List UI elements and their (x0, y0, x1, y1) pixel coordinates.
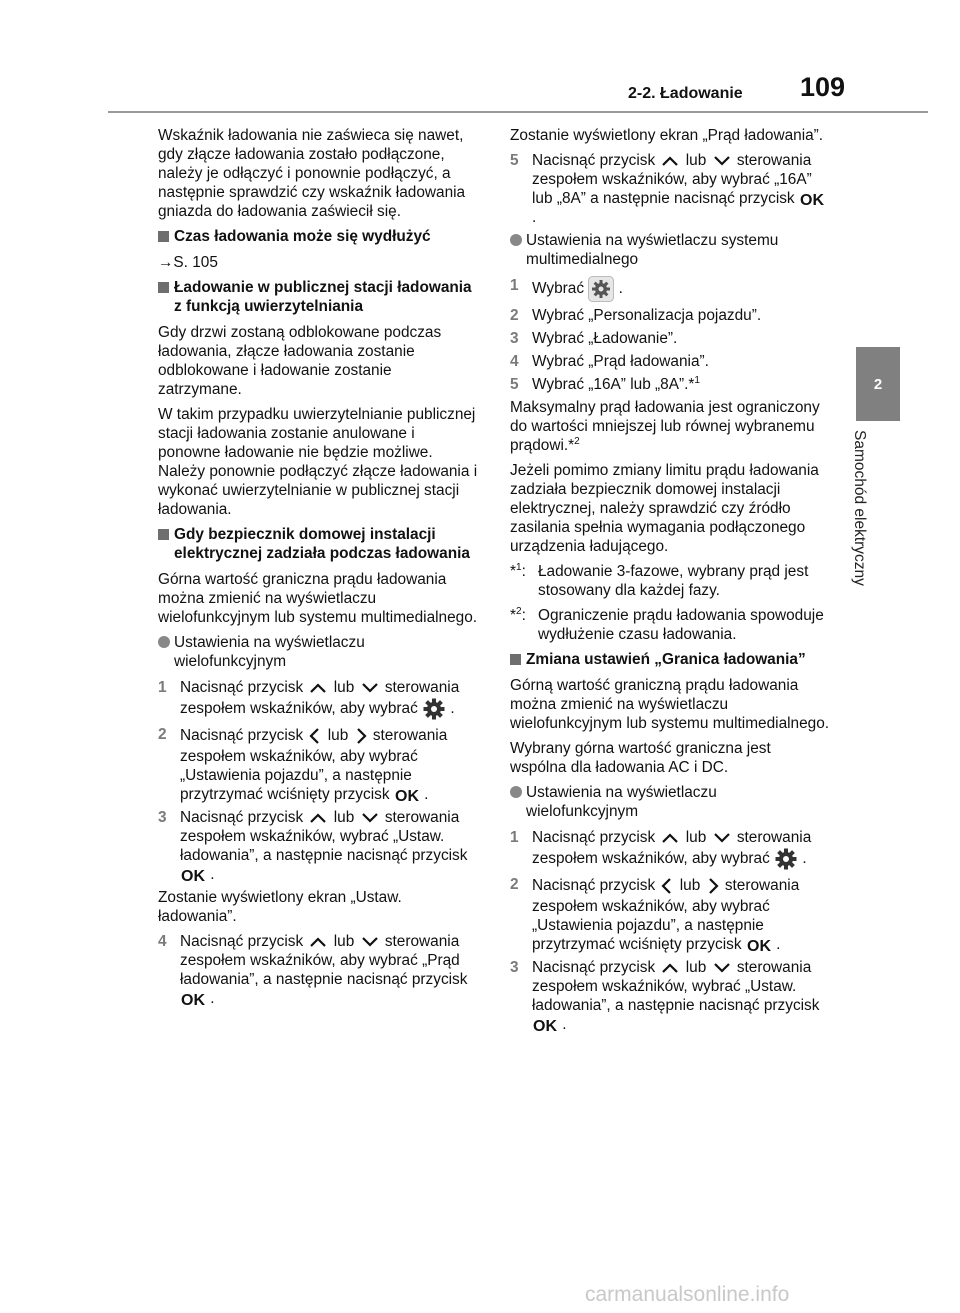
step (510, 875, 830, 954)
chevron-down-icon (359, 935, 381, 949)
step (510, 151, 830, 227)
footnote-text: Ładowanie 3-fazowe, wybrany prąd jest stosowany dla każdej fazy. (538, 563, 809, 599)
step-text (532, 875, 830, 954)
section-heading (158, 278, 478, 316)
chevron-left-icon (307, 725, 323, 747)
paragraph-text: Maksymalny prąd ładowania jest ograniczony do wartości mniejszej lub równej wybranemu prądowi.* (510, 399, 820, 454)
square-bullet-icon (158, 231, 169, 242)
step-text-part: lub (679, 877, 701, 895)
step-text: Wybrać „Prąd ładowania”. (532, 353, 709, 370)
step-number: 5 (510, 152, 519, 169)
gear-icon (422, 697, 446, 721)
footnote (510, 562, 830, 600)
step-number: 5 (510, 376, 519, 393)
step-text-part: Nacisnąć przycisk (180, 809, 304, 826)
chevron-down-icon (711, 961, 733, 975)
step-number: 1 (510, 829, 519, 846)
footnote-marker: *$^2$: (510, 605, 526, 624)
step-text-part: sterowania zespołem wskaźników, wybrać „Ustaw. ładowania”, a następnie nacisnąć przycisk (180, 809, 468, 864)
chevron-up-icon (659, 961, 681, 975)
step-text-part: lub (685, 829, 707, 846)
step-number: 1 (510, 277, 519, 294)
step-text-part: Nacisnąć przycisk (180, 679, 304, 696)
watermark: carmanualsonline.info (585, 1283, 790, 1306)
paragraph (510, 398, 830, 455)
step-text (180, 725, 478, 804)
step (158, 678, 478, 721)
section-heading (158, 525, 478, 563)
paragraph: Górna wartość graniczna prądu ładowania można zmienić na wyświetlaczu wielofunkcyjnym lub systemu multimedialnego. (158, 571, 478, 626)
step-number: 2 (510, 876, 519, 893)
step-text-part: lub (333, 933, 355, 950)
category-item (158, 633, 478, 671)
step-text-part: . (618, 280, 623, 298)
step-text (532, 276, 830, 302)
step-text-part: sterowania zespołem wskaźników, aby wybrać (180, 679, 460, 718)
chevron-right-icon (705, 875, 721, 897)
chevron-up-icon (659, 831, 681, 845)
step-text-part: Wybrać (532, 280, 585, 298)
step-text-part: Nacisnąć przycisk (180, 933, 304, 950)
step (158, 808, 478, 884)
ok-icon (799, 191, 825, 207)
step-text (532, 151, 830, 227)
ok-icon (746, 937, 772, 953)
step-text (180, 808, 478, 884)
step-number: 3 (158, 809, 167, 826)
footnote-ref: 1 (694, 374, 700, 386)
section-heading (510, 650, 830, 669)
step (510, 329, 830, 348)
heading-text: Zmiana ustawień „Granica ładowania” (526, 651, 806, 668)
step (510, 828, 830, 871)
step-number: 2 (510, 307, 519, 324)
step-number: 3 (510, 959, 519, 976)
step-text-part: . (424, 786, 429, 803)
gear-icon (588, 276, 614, 302)
step (510, 375, 830, 394)
ok-icon (532, 1017, 558, 1033)
step-text-part: sterowania zespołem wskaźników, aby wybrać (532, 829, 812, 868)
ok-icon (394, 787, 420, 803)
step-text-part: lub (685, 959, 707, 976)
ok-icon (180, 867, 206, 883)
round-bullet-icon (158, 636, 170, 648)
chevron-down-icon (711, 831, 733, 845)
chapter-label (851, 430, 898, 620)
category-text: Ustawienia na wyświetlaczu wielofunkcyjnym (526, 784, 717, 820)
square-bullet-icon (158, 282, 169, 293)
chevron-up-icon (659, 154, 681, 168)
step-text (180, 932, 478, 1008)
round-bullet-icon (510, 786, 522, 798)
step-text-part: lub (333, 679, 355, 696)
step-text-part: . (210, 990, 215, 1007)
step-text-part: . (802, 850, 807, 868)
paragraph: W takim przypadku uwierzytelnianie publicznej stacji ładowania zostanie anulowane i ponowne ładowanie nie będzie możliwe. Należy ponownie podłączyć złącze ładowania i wykonać uwierzytelnianie w publicznej stacji ładowania. (158, 406, 478, 518)
step-text (532, 828, 830, 871)
step-number: 4 (158, 933, 167, 950)
chevron-up-icon (307, 811, 329, 825)
step-text: Wybrać „Personalizacja pojazdu”. (532, 307, 762, 324)
step (510, 276, 830, 302)
chevron-left-icon (659, 875, 675, 897)
step-text-part: sterowania zespołem wskaźników, aby wybrać „Ustawienia pojazdu”, a następnie przytrzymać wciśnięty przycisk (180, 727, 448, 803)
category-item (510, 231, 830, 269)
category-text: Ustawienia na wyświetlaczu systemu multimedialnego (526, 232, 779, 268)
round-bullet-icon (510, 234, 522, 246)
step-text-part: Nacisnąć przycisk (532, 152, 656, 169)
step-number: 2 (158, 726, 167, 743)
paragraph: Gdy drzwi zostaną odblokowane podczas ładowania, złącze ładowania zostanie odblokowane i ładowanie zostanie zatrzymane. (158, 324, 442, 398)
svg-text:OK: OK (394, 787, 419, 803)
step-text-part: Nacisnąć przycisk (532, 959, 656, 976)
footnote-text: Ograniczenie prądu ładowania spowoduje wydłużenie czasu ładowania. (538, 607, 824, 643)
section-title: 2-2. Ładowanie (628, 85, 743, 102)
paragraph: Zostanie wyświetlony ekran „Ustaw. ładowania”. (158, 889, 402, 925)
chapter-tab (856, 347, 900, 421)
step (510, 306, 830, 325)
category-item (510, 783, 830, 821)
step-text-part: . (532, 209, 537, 226)
step-text-part: Nacisnąć przycisk (532, 829, 656, 846)
step-text-part: Nacisnąć przycisk (532, 877, 656, 895)
chevron-up-icon (307, 681, 329, 695)
step (510, 352, 830, 371)
step-text: Wybrać „Ładowanie”. (532, 330, 678, 347)
step-text-part: lub (685, 152, 707, 169)
svg-text:OK: OK (181, 991, 205, 1007)
step-text-part: . (562, 1016, 567, 1033)
paragraph: Jeżeli pomimo zmiany limitu prądu ładowania zadziała bezpiecznik domowej instalacji elektrycznej, należy sprawdzić czy źródło zasilania spełnia wymagania podłączonego urządzenia ładującego. (510, 462, 819, 555)
page-reference: →S. 105 (158, 254, 218, 271)
step (158, 932, 478, 1008)
step-text-part: sterowania zespołem wskaźników, aby wybrać „Prąd ładowania”, a następnie nacisnąć przycisk (180, 933, 468, 988)
header-rule (108, 111, 928, 113)
step-text-part: sterowania zespołem wskaźników, aby wybrać „Ustawienia pojazdu”, a następnie przytrzymać wciśnięty przycisk (532, 877, 800, 953)
chapter-label-text: Samochód elektryczny (851, 430, 868, 586)
svg-text:OK: OK (799, 191, 824, 207)
step-text-part: Wybrać „16A” lub „8A”.* (532, 376, 695, 393)
step-text (532, 958, 830, 1034)
step-text-part: . (776, 936, 781, 953)
chapter-number: 2 (873, 375, 883, 393)
step-text (180, 678, 478, 721)
page-number: 109 (800, 72, 846, 102)
step-text-part: lub (327, 727, 349, 745)
svg-text:OK: OK (533, 1017, 557, 1033)
chevron-down-icon (359, 811, 381, 825)
right-column (510, 126, 830, 1038)
step (158, 725, 478, 804)
step-text-part: Nacisnąć przycisk (180, 727, 304, 745)
svg-text:OK: OK (746, 937, 771, 953)
step-text-part: sterowania zespołem wskaźników, aby wybrać „16A” lub „8A” a następnie nacisnąć przycisk (532, 152, 812, 207)
paragraph: Wybrany górna wartość graniczna jest wspólna dla ładowania AC i DC. (510, 740, 771, 776)
paragraph: Zostanie wyświetlony ekran „Prąd ładowania”. (510, 127, 824, 144)
ok-icon (180, 991, 206, 1007)
chevron-right-icon (353, 725, 369, 747)
left-column (158, 126, 478, 1012)
heading-text: Czas ładowania może się wydłużyć (174, 228, 431, 245)
square-bullet-icon (510, 654, 521, 665)
paragraph: Wskaźnik ładowania nie zaświeca się nawet, gdy złącze ładowania zostało podłączone, należy je odłączyć i ponownie podłączyć, a następnie sprawdzić czy wskaźnik ładowania gniazda do ładowania zaświecił się. (158, 127, 466, 220)
step-text-part: . (210, 866, 215, 883)
chevron-down-icon (359, 681, 381, 695)
step-number: 3 (510, 330, 519, 347)
chevron-up-icon (307, 935, 329, 949)
heading-text: Gdy bezpiecznik domowej instalacji elektrycznej zadziała podczas ładowania (174, 526, 470, 562)
step-text-part: . (450, 700, 455, 718)
gear-icon (774, 847, 798, 871)
footnote-marker: *$^1$: (510, 561, 526, 580)
category-text: Ustawienia na wyświetlaczu wielofunkcyjnym (174, 634, 365, 670)
step-text (532, 375, 830, 394)
step (510, 958, 830, 1034)
footnote (510, 606, 830, 644)
step-text-part: lub (333, 809, 355, 826)
square-bullet-icon (158, 529, 169, 540)
paragraph: Górną wartość graniczną prądu ładowania można zmienić na wyświetlaczu wielofunkcyjnym lub systemu multimedialnego. (510, 677, 830, 732)
svg-text:OK: OK (181, 867, 205, 883)
section-heading (158, 227, 478, 246)
step-number: 1 (158, 679, 167, 696)
step-text-part: sterowania zespołem wskaźników, wybrać „Ustaw. ładowania”, a następnie nacisnąć przycisk (532, 959, 820, 1014)
footnote-ref: 2 (574, 435, 580, 447)
chevron-down-icon (711, 154, 733, 168)
heading-text: Ładowanie w publicznej stacji ładowania z funkcją uwierzytelniania (174, 279, 472, 315)
step-number: 4 (510, 353, 519, 370)
